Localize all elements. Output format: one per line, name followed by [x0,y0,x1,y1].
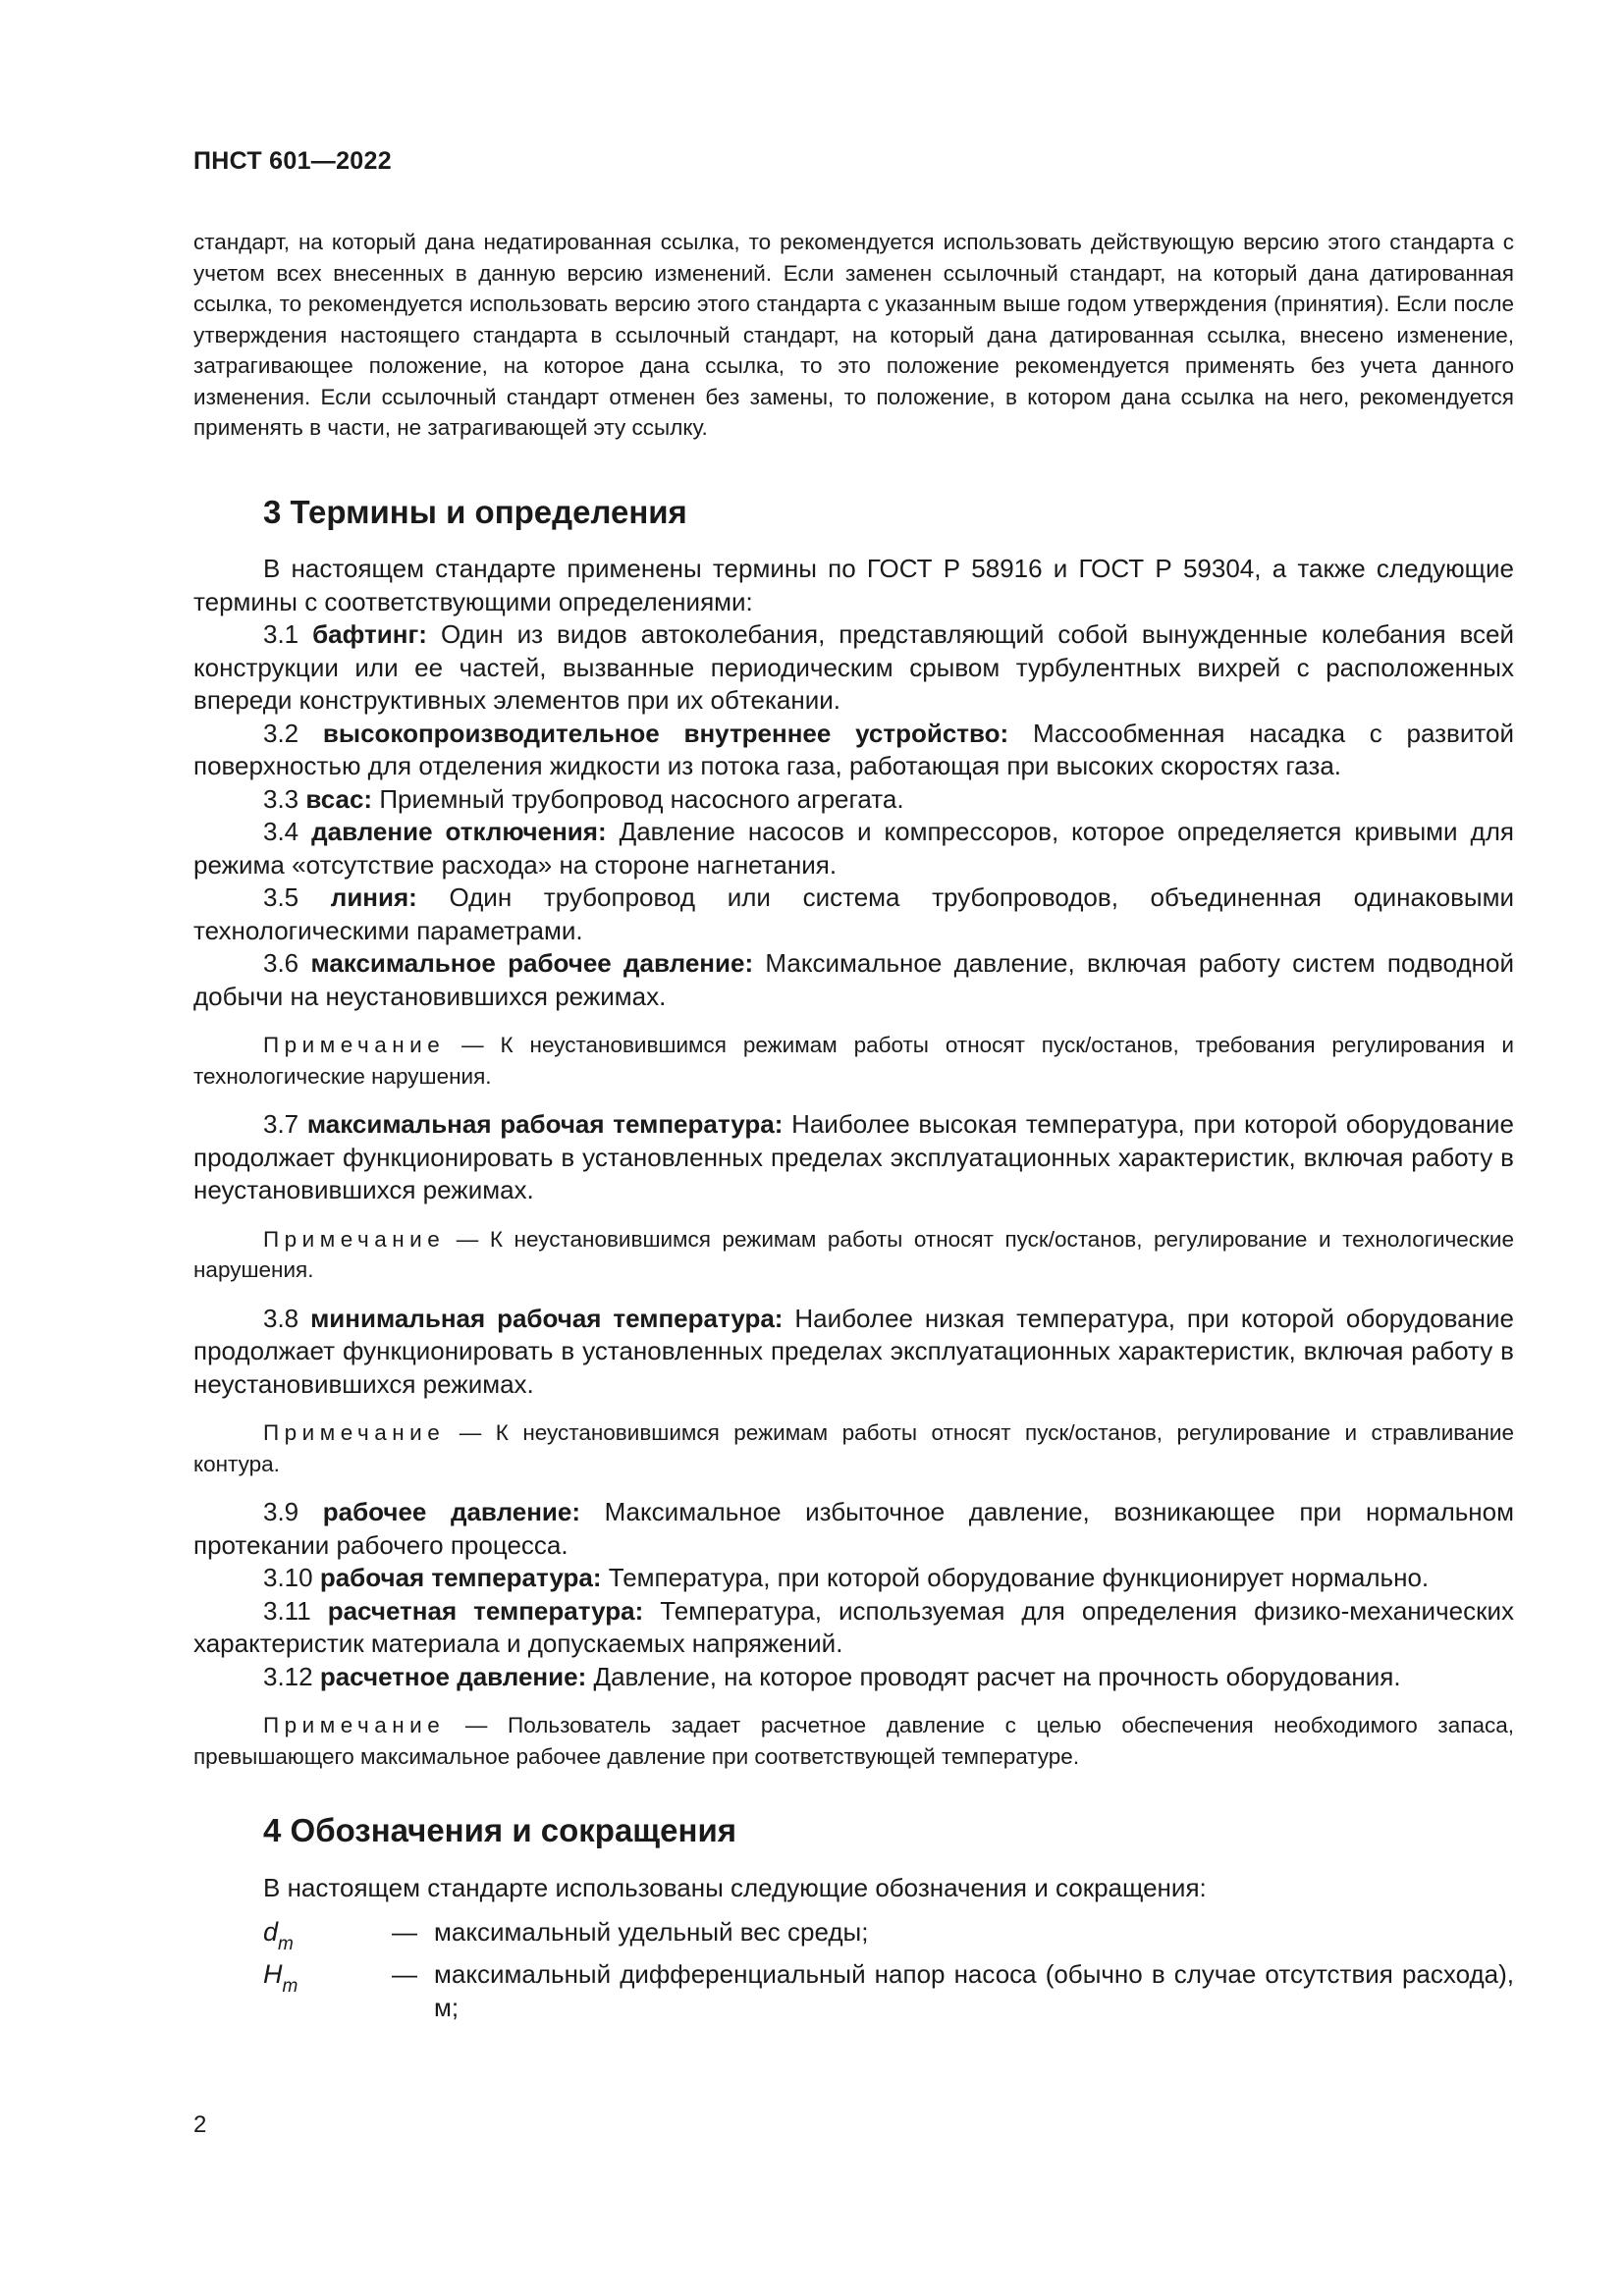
term-name: минимальная рабочая температура: [310,1303,784,1333]
abbreviation-symbol [263,1915,294,1961]
term-definition: Максимальное избыточное давление, возникающее при нормальном протекании рабочего процесса. [193,1497,1514,1560]
term-definition: Один трубопровод или система трубопроводов, объединенная одинаковыми технологическими параметрами. [193,882,1514,945]
page-number: 2 [193,2111,207,2138]
term-number: 3.1 [263,619,299,649]
note-text: К неустановившимся режимам работы относят пуск/останов, требования регулирования и технологические нарушения. [193,1033,1514,1089]
term-number: 3.11 [263,1595,311,1626]
term-definition: Температура, используемая для определения физико-механических характеристик материала и допускаемых напряжений. [193,1595,1514,1658]
term-number: 3.6 [263,948,299,978]
document-header: ПНСТ 601—2022 [193,147,392,175]
term-number: 3.8 [263,1303,299,1333]
abbreviation-item [193,1915,1514,1954]
term-3-7 [193,1108,1514,1207]
term-definition: Один из видов автоколебания, представляющий собой вынужденные колебания всей конструкции или ее частей, вызванные периодическим срывом турбулентных вихрей с расположенных впереди конструктивных элементов при их обтекании. [193,619,1514,715]
term-number: 3.9 [263,1497,299,1526]
term-3-8 [193,1303,1514,1402]
term-3-10 [193,1562,1514,1595]
symbol-base: d [263,1917,279,1947]
term-number: 3.5 [263,882,299,912]
term-3-6 [193,947,1514,1013]
note-label: Примечание [263,1033,446,1057]
abbreviation-item [193,1957,1514,2024]
term-name: максимальное рабочее давление: [310,948,754,978]
term-number: 3.7 [263,1109,299,1139]
term-number: 3.10 [263,1563,313,1592]
note-3-8: Примечание — К неустановившимся режимам работы относят пуск/останов, регулирование и стравливание контура. [193,1420,1514,1476]
term-name: давление отключения: [311,817,607,846]
term-number: 3.3 [263,783,299,814]
term-name: высокопроизводительное внутреннее устройство: [322,718,1009,748]
abbreviation-dash: — [392,1959,417,1989]
term-3-1 [193,618,1514,718]
intro-paragraph [193,227,1514,444]
term-name: расчетная температура: [327,1595,644,1626]
abbreviation-definition: максимальный дифференциальный напор насоса (обычно в случае отсутствия расхода), м; [434,1959,1514,2022]
term-3-5 [193,881,1514,947]
term-number: 3.12 [263,1661,313,1691]
term-definition: Наиболее высокая температура, при которой оборудование продолжает функционировать в установленных пределах эксплуатационных характеристик, включая работу в неустановившихся режимах. [193,1109,1514,1204]
abbreviation-definition: максимальный удельный вес среды; [434,1917,869,1947]
term-3-11 [193,1595,1514,1661]
note-text: Пользователь задает расчетное давление с целью обеспечения необходимого запаса, превышающего максимальное рабочее давление при соответствующей температуре. [193,1713,1514,1769]
symbol-base: H [263,1959,283,1989]
term-definition: Приемный трубопровод насосного агрегата. [379,783,904,814]
term-3-3 [193,783,1514,817]
term-3-12 [193,1661,1514,1694]
abbreviation-symbol [263,1957,298,2003]
symbol-subscript: m [282,1976,298,1997]
section-4-body [193,1871,1514,2033]
term-name: бафтинг: [312,619,427,649]
section-4-lead: В настоящем стандарте использованы следующие обозначения и сокращения: [263,1873,1207,1902]
term-definition: Давление насосов и компрессоров, которое определяется кривыми для режима «отсутствие расхода» на стороне нагнетания. [193,817,1514,880]
term-definition: Массообменная насадка с развитой поверхностью для отделения жидкости из потока газа, работающая при высоких скоростях газа. [193,718,1514,780]
term-definition: Максимальное давление, включая работу систем подводной добычи на неустановившихся режимах. [193,948,1514,1011]
section-3-body [193,553,1514,1789]
symbol-subscript: m [278,1934,294,1954]
note-3-6: Примечание — К неустановившимся режимам работы относят пуск/останов, требования регулирования и технологические нарушения. [193,1033,1514,1089]
term-name: линия: [330,882,417,912]
note-label: Примечание [263,1226,446,1252]
section-4-heading: 4 Обозначения и сокращения [263,1812,736,1848]
note-3-12: Примечание — Пользователь задает расчетное давление с целью обеспечения необходимого запаса, превышающего максимальное рабочее давление при соответствующей температуре. [193,1713,1514,1769]
term-name: максимальная рабочая температура: [306,1109,784,1139]
term-definition: Наиболее низкая температура, при которой оборудование продолжает функционировать в установленных пределах эксплуатационных характеристик, включая работу в неустановившихся режимах. [193,1303,1514,1399]
term-name: рабочее давление: [322,1497,581,1526]
term-definition: Давление, на которое проводят расчет на прочность оборудования. [593,1661,1401,1691]
note-text: К неустановившимся режимам работы относят пуск/останов, регулирование и технологические нарушения. [193,1226,1514,1282]
term-name: всас: [305,783,373,814]
term-name: рабочая температура: [319,1563,602,1592]
term-3-4 [193,816,1514,881]
term-number: 3.4 [263,817,299,846]
term-definition: Температура, при которой оборудование функционирует нормально. [608,1563,1430,1592]
abbreviation-dash: — [392,1917,417,1947]
note-label: Примечание [263,1713,446,1737]
note-3-7: Примечание — К неустановившимся режимам работы относят пуск/останов, регулирование и технологические нарушения. [193,1226,1514,1282]
term-3-2 [193,718,1514,783]
section-3-heading: 3 Термины и определения [263,494,687,530]
term-name: расчетное давление: [319,1661,587,1691]
term-number: 3.2 [263,718,299,748]
note-label: Примечание [263,1420,446,1445]
note-text: К неустановившимся режимам работы относят пуск/останов, регулирование и стравливание контура. [193,1420,1514,1476]
term-3-9 [193,1496,1514,1562]
section-3-lead: В настоящем стандарте применены термины по ГОСТ Р 58916 и ГОСТ Р 59304, а также следующие термины с соответствующими определениями: [193,554,1514,616]
intro-text: стандарт, на который дана недатированная ссылка, то рекомендуется использовать действующую версию этого стандарта с учетом всех внесенных в данную версию изменений. Если заменен ссылочный стандарт, на который дана датированная ссылка, то рекомендуется использовать версию этого стандарта с указанным выше годом утверждения (принятия). Если после утверждения настоящего стандарта в ссылочный стандарт, на который дана датированная ссылка, внесено изменение, затрагивающее положение, на которое дана ссылка, то это положение рекомендуется применять без учета данного изменения. Если ссылочный стандарт отменен без замены, то положение, в котором дана ссылка на него, рекомендуется применять в части, не затрагивающей эту ссылку. [193,230,1514,440]
